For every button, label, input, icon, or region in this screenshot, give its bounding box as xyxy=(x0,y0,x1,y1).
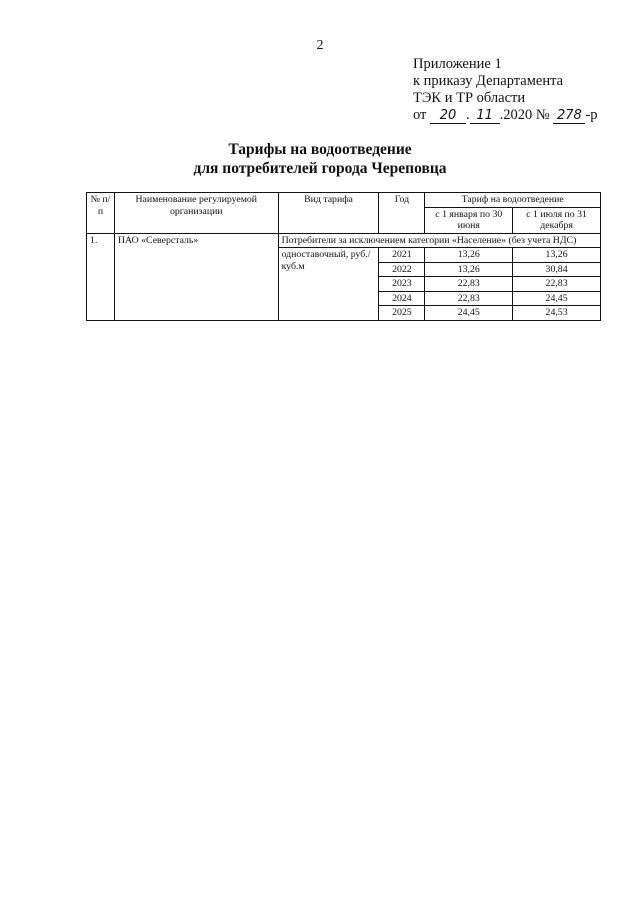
date-prefix: от xyxy=(413,107,427,123)
page-number: 2 xyxy=(316,38,324,53)
tariff-h2-cell: 24,45 xyxy=(513,291,601,306)
header-org: Наименование регулируемой организации xyxy=(114,193,278,234)
year-cell: 2022 xyxy=(379,262,425,277)
header-tariff: Тариф на водоотведение xyxy=(425,193,601,208)
title-line-1: Тарифы на водоотведение xyxy=(228,141,412,158)
appendix-block xyxy=(413,56,597,124)
order-suffix: -р xyxy=(585,107,598,123)
header-num: № п/п xyxy=(87,193,115,234)
tariff-h1-cell: 24,45 xyxy=(425,306,513,321)
table-header-row xyxy=(87,193,601,208)
handwritten-day: 20 xyxy=(430,109,466,124)
appendix-order-ref: к приказу Департамента xyxy=(413,73,564,89)
appendix-date-line xyxy=(413,107,597,124)
title-line-2: для потребителей города Череповца xyxy=(193,160,447,177)
tariff-h2-cell: 13,26 xyxy=(513,248,601,263)
year-cell: 2021 xyxy=(379,248,425,263)
header-half-2: с 1 июля по 31 декабря xyxy=(513,207,601,233)
year-cell: 2023 xyxy=(379,277,425,292)
org-name: ПАО «Северсталь» xyxy=(114,233,278,320)
tariff-h1-cell: 13,26 xyxy=(425,262,513,277)
consumer-category: Потребители за исключением категории «Население» (без учета НДС) xyxy=(278,233,600,248)
tariff-table xyxy=(86,192,601,321)
tariff-h1-cell: 13,26 xyxy=(425,248,513,263)
tariff-h1-cell: 22,83 xyxy=(425,291,513,306)
header-year: Год xyxy=(379,193,425,234)
handwritten-month: 11 xyxy=(470,109,500,124)
appendix-title: Приложение 1 xyxy=(413,56,502,72)
tariff-h2-cell: 24,53 xyxy=(513,306,601,321)
tariff-h2-cell: 22,83 xyxy=(513,277,601,292)
row-number: 1. xyxy=(87,233,115,320)
year-cell: 2024 xyxy=(379,291,425,306)
tariff-type: одноставочный, руб./куб.м xyxy=(278,248,379,321)
tariff-h2-cell: 30,84 xyxy=(513,262,601,277)
date-year: .2020 № xyxy=(499,107,550,123)
table-row xyxy=(87,233,601,248)
date-separator: . xyxy=(466,107,470,123)
handwritten-order-number: 278 xyxy=(553,109,585,124)
header-tariff-type: Вид тарифа xyxy=(278,193,379,234)
header-half-1: с 1 января по 30 июня xyxy=(425,207,513,233)
appendix-department: ТЭК и ТР области xyxy=(413,90,526,106)
document-title xyxy=(0,140,640,178)
year-cell: 2025 xyxy=(379,306,425,321)
tariff-h1-cell: 22,83 xyxy=(425,277,513,292)
